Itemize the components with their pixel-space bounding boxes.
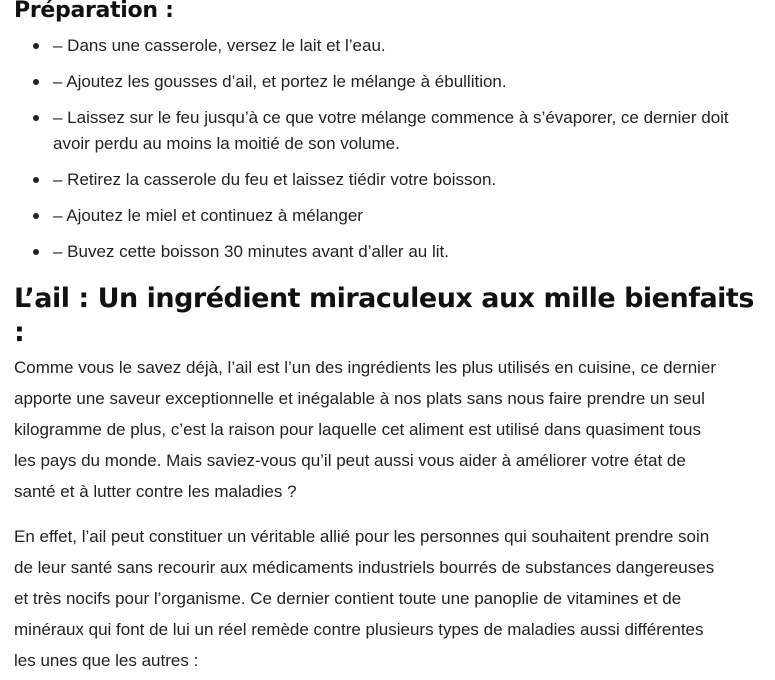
- preparation-steps-list: [14, 33, 766, 265]
- list-item: [14, 167, 766, 193]
- paragraph-line: les pays du monde. Mais saviez-vous qu’il peut aussi vous aider à améliorer votre état de: [14, 451, 686, 470]
- paragraph-line: En effet, l’ail peut constituer un véritable allié pour les personnes qui souhaitent prendre soin: [14, 527, 710, 546]
- bullet-icon: [33, 43, 39, 49]
- paragraph-line: minéraux qui font de lui un réel remède contre plusieurs types de maladies aussi différentes: [14, 620, 704, 639]
- intro-paragraph: [14, 352, 766, 507]
- preparation-heading: Préparation :: [14, 0, 174, 23]
- bullet-icon: [33, 79, 39, 85]
- paragraph-line: de leur santé sans recourir aux médicaments industriels bourrés de substances dangereuses: [14, 558, 715, 577]
- step-text: – Retirez la casserole du feu et laissez tiédir votre boisson.: [53, 170, 497, 189]
- bullet-icon: [33, 213, 39, 219]
- step-text: – Ajoutez les gousses d’ail, et portez le mélange à ébullition.: [53, 72, 507, 91]
- bullet-icon: [33, 177, 39, 183]
- step-text: – Laissez sur le feu jusqu’à ce que votre mélange commence à s’évaporer, ce dernier doit: [53, 108, 729, 127]
- section-heading: L’ail : Un ingrédient miraculeux aux mille bienfaits :: [14, 283, 754, 348]
- step-text-continued: avoir perdu au moins la moitié de son volume.: [53, 134, 400, 153]
- list-item: [14, 69, 766, 95]
- paragraph-line: kilogramme de plus, c’est la raison pour laquelle cet aliment est utilisé dans quasiment tous: [14, 420, 701, 439]
- bullet-icon: [33, 115, 39, 121]
- paragraph-line: santé et à lutter contre les maladies ?: [14, 482, 297, 501]
- benefits-paragraph: [14, 521, 766, 676]
- list-item: [14, 239, 766, 265]
- step-text: – Ajoutez le miel et continuez à mélanger: [53, 206, 363, 225]
- paragraph-line: et très nocifs pour l’organisme. Ce dernier contient toute une panoplie de vitamines et de: [14, 589, 682, 608]
- paragraph-line: apporte une saveur exceptionnelle et inégalable à nos plats sans nous faire prendre un seul: [14, 389, 705, 408]
- step-text: – Dans une casserole, versez le lait et l’eau.: [53, 36, 386, 55]
- step-text: – Buvez cette boisson 30 minutes avant d’aller au lit.: [53, 242, 449, 261]
- article-content: [14, 0, 766, 676]
- paragraph-line: les unes que les autres :: [14, 651, 199, 670]
- bullet-icon: [33, 249, 39, 255]
- paragraph-line: Comme vous le savez déjà, l’ail est l’un des ingrédients les plus utilisés en cuisine, ce dernier: [14, 358, 717, 377]
- list-item: [14, 33, 766, 59]
- list-item: [14, 105, 766, 157]
- list-item: [14, 203, 766, 229]
